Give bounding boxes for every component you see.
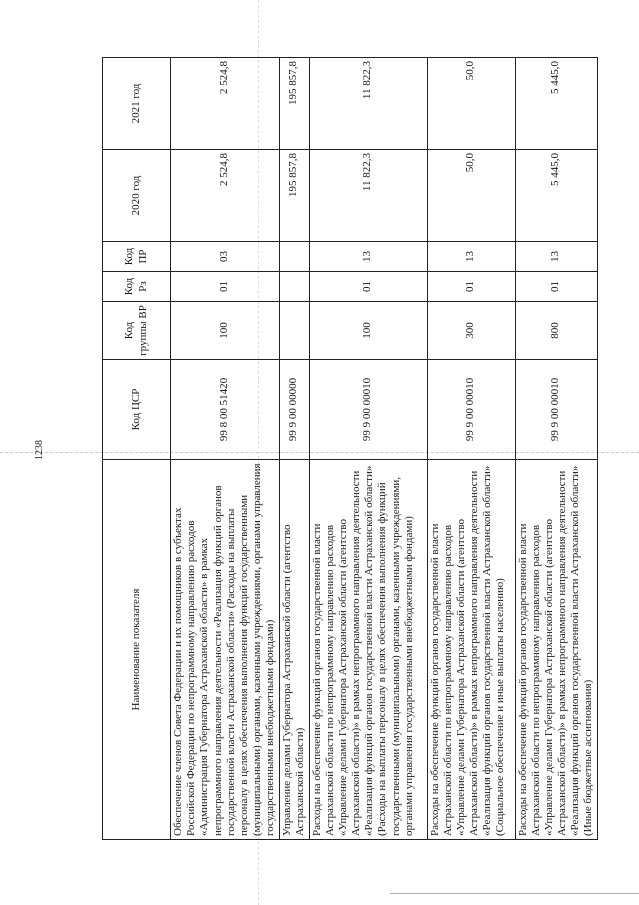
table-row — [171, 58, 280, 840]
row-2020: 5 445,0 — [515, 150, 597, 242]
row-2021: 50,0 — [427, 58, 515, 150]
row-name: Управление делами Губернатора Астраханской области (агентство Астраханской области) — [279, 460, 309, 840]
row-2020: 195 857,8 — [279, 150, 309, 242]
row-csr: 99 9 00 00000 — [279, 360, 309, 460]
row-rz: 01 — [309, 272, 427, 302]
header-2021: 2021 год — [103, 58, 171, 150]
row-2021: 2 524,8 — [171, 58, 280, 150]
row-rz: 01 — [515, 272, 597, 302]
row-vr — [279, 302, 309, 360]
page-number: 1238 — [34, 440, 45, 460]
rotated-table-container — [102, 58, 595, 840]
table-row — [279, 58, 309, 840]
header-csr: Код ЦСР — [103, 360, 171, 460]
header-rz: Код Рз — [103, 272, 171, 302]
table-header-row — [103, 58, 171, 840]
row-pr: 13 — [309, 242, 427, 272]
row-2020: 11 822,3 — [309, 150, 427, 242]
row-rz — [279, 272, 309, 302]
row-vr: 100 — [309, 302, 427, 360]
row-csr: 99 9 00 00010 — [309, 360, 427, 460]
header-pr: Код ПР — [103, 242, 171, 272]
row-name: Расходы на обеспечение функций органов государственной власти Астраханской области по непрограммному направлению расходов «Управление делами Губернатора Астраханской области (агентство Астраханской области)» в рамках непрограммного направления деятельности «Реализация функций органов государственной власти Астраханской области» (Социальное обеспечение и иные выплаты населению) — [427, 460, 515, 840]
row-pr — [279, 242, 309, 272]
row-rz: 01 — [171, 272, 280, 302]
row-csr: 99 9 00 00010 — [427, 360, 515, 460]
row-name: Расходы на обеспечение функций органов государственной власти Астраханской области по непрограммному направлению расходов «Управление делами Губернатора Астраханской области (агентство Астраханской области)» в рамках непрограммного направления деятельности «Реализация функций органов государственной власти Астраханской области» (Расходы на выплаты персоналу в целях обеспечения выполнения функций государственными (муниципальными) органами, казенными учреждениями, органами управления государственными внебюджетными фондами) — [309, 460, 427, 840]
scan-edge-line — [390, 893, 639, 894]
row-rz: 01 — [427, 272, 515, 302]
budget-table — [102, 57, 598, 840]
row-pr: 03 — [171, 242, 280, 272]
header-2020: 2020 год — [103, 150, 171, 242]
header-vr: Код группы ВР — [103, 302, 171, 360]
table-row — [427, 58, 515, 840]
header-name: Наименование показателя — [103, 460, 171, 840]
row-csr: 99 9 00 00010 — [515, 360, 597, 460]
row-name: Обеспечение членов Совета Федерации и их помощников в субъектах Российской Федерации по непрограммному направлению расходов «Администрация Губернатора Астраханской области» в рамках непрограммного направления деятельности «Реализация функций органов государственной власти Астраханской области» (Расходы на выплаты персоналу в целях обеспечения выполнения функций государственными (муниципальными) органами, казенными учреждениями, органами управления государственными внебюджетными фондами) — [171, 460, 280, 840]
table-row — [309, 58, 427, 840]
row-2020: 2 524,8 — [171, 150, 280, 242]
row-vr: 300 — [427, 302, 515, 360]
row-2021: 5 445,0 — [515, 58, 597, 150]
row-vr: 100 — [171, 302, 280, 360]
row-2020: 50,0 — [427, 150, 515, 242]
row-pr: 13 — [427, 242, 515, 272]
row-2021: 11 822,3 — [309, 58, 427, 150]
table-row — [515, 58, 597, 840]
row-pr: 13 — [515, 242, 597, 272]
row-name: Расходы на обеспечение функций органов государственной власти Астраханской области по непрограммному направлению расходов «Управление делами Губернатора Астраханской области (агентство Астраханской области)» в рамках непрограммного направления деятельности «Реализация функций органов государственной власти Астраханской области» (Иные бюджетные ассигнования) — [515, 460, 597, 840]
row-csr: 99 8 00 51420 — [171, 360, 280, 460]
row-2021: 195 857,8 — [279, 58, 309, 150]
row-vr: 800 — [515, 302, 597, 360]
